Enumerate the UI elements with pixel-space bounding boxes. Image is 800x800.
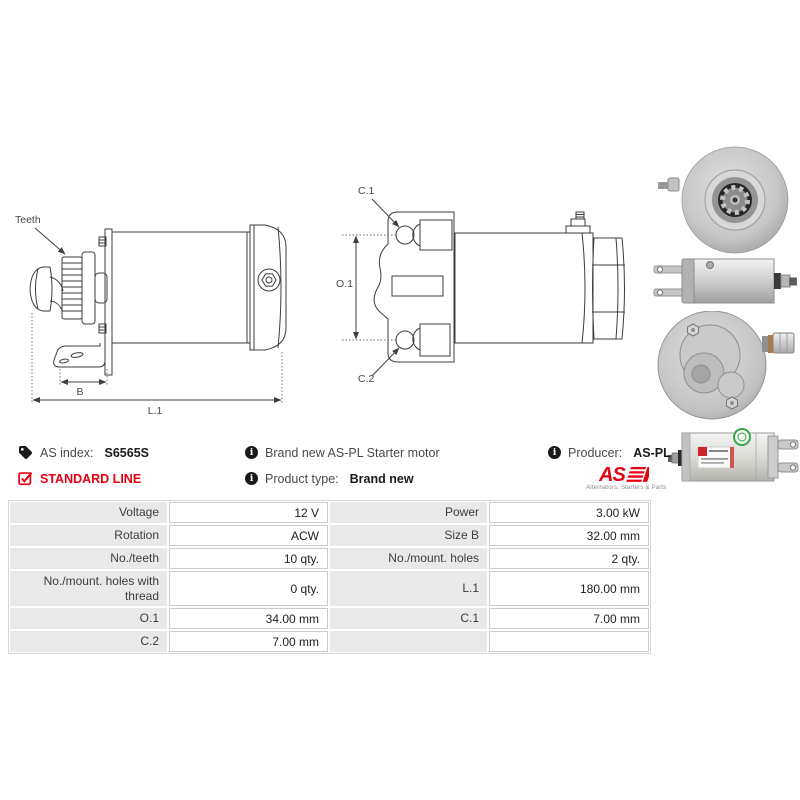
spec-label: L.1 xyxy=(330,571,487,606)
spec-label: O.1 xyxy=(10,608,167,629)
spec-value: 7.00 mm xyxy=(489,608,649,629)
spec-value: 12 V xyxy=(169,502,328,523)
standard-line-row xyxy=(18,471,141,486)
spec-label: Rotation xyxy=(10,525,167,546)
producer-label: Producer: xyxy=(568,445,623,460)
l1-dimension-label: L.1 xyxy=(147,405,163,417)
info-icon: i xyxy=(245,472,258,485)
as-pl-logo-text: AS xyxy=(599,464,625,484)
c1-dimension-label: C.1 xyxy=(358,185,375,197)
spec-label: Voltage xyxy=(10,502,167,523)
product-type-label: Product type: xyxy=(265,471,339,486)
spec-value: 3.00 kW xyxy=(489,502,649,523)
producer-value: AS-PL xyxy=(633,445,671,460)
product-type-row xyxy=(245,471,414,486)
spec-label: C.1 xyxy=(330,608,487,629)
o1-dimension-label: O.1 xyxy=(336,278,353,290)
spec-table xyxy=(8,500,651,654)
spec-value: 7.00 mm xyxy=(169,631,328,652)
product-description: Brand new AS-PL Starter motor xyxy=(265,445,440,460)
spec-label: C.2 xyxy=(10,631,167,652)
spec-value-empty xyxy=(489,631,649,652)
description-row xyxy=(245,445,440,460)
checked-checkbox-icon xyxy=(18,471,33,486)
c2-dimension-label: C.2 xyxy=(358,373,375,385)
as-pl-tagline: Alternators, Starters & Parts xyxy=(586,485,667,491)
product-photo-end-cap xyxy=(654,311,800,423)
as-index-label: AS index: xyxy=(40,445,94,460)
product-photo-solenoid xyxy=(652,254,798,308)
spec-label: Size B xyxy=(330,525,487,546)
technical-drawing-flange-view xyxy=(330,175,640,403)
spec-value: 34.00 mm xyxy=(169,608,328,629)
info-icon: i xyxy=(548,446,561,459)
spec-label: No./teeth xyxy=(10,548,167,569)
spec-value: 32.00 mm xyxy=(489,525,649,546)
teeth-dimension-label: Teeth xyxy=(15,214,41,226)
as-index-value: S6565S xyxy=(104,445,149,460)
standard-line-badge: STANDARD LINE xyxy=(40,471,142,486)
spec-value: ACW xyxy=(169,525,328,546)
as-pl-logo xyxy=(599,464,649,484)
spec-label: No./mount. holes xyxy=(330,548,487,569)
spec-value: 2 qty. xyxy=(489,548,649,569)
info-icon: i xyxy=(245,446,258,459)
technical-drawing-side-view xyxy=(5,185,295,420)
spec-label: Power xyxy=(330,502,487,523)
producer-row xyxy=(548,445,671,460)
product-photo-pinion-end xyxy=(656,146,800,254)
spec-value: 180.00 mm xyxy=(489,571,649,606)
spec-label: No./mount. holes with thread xyxy=(10,571,167,606)
product-photo-labeled-motor xyxy=(668,424,800,490)
product-type-value: Brand new xyxy=(349,471,414,486)
tag-icon xyxy=(18,445,33,460)
spec-value: 10 qty. xyxy=(169,548,328,569)
as-index-row xyxy=(18,445,149,460)
spec-value: 0 qty. xyxy=(169,571,328,606)
spec-label-empty xyxy=(330,631,487,652)
b-dimension-label: B xyxy=(76,386,84,398)
